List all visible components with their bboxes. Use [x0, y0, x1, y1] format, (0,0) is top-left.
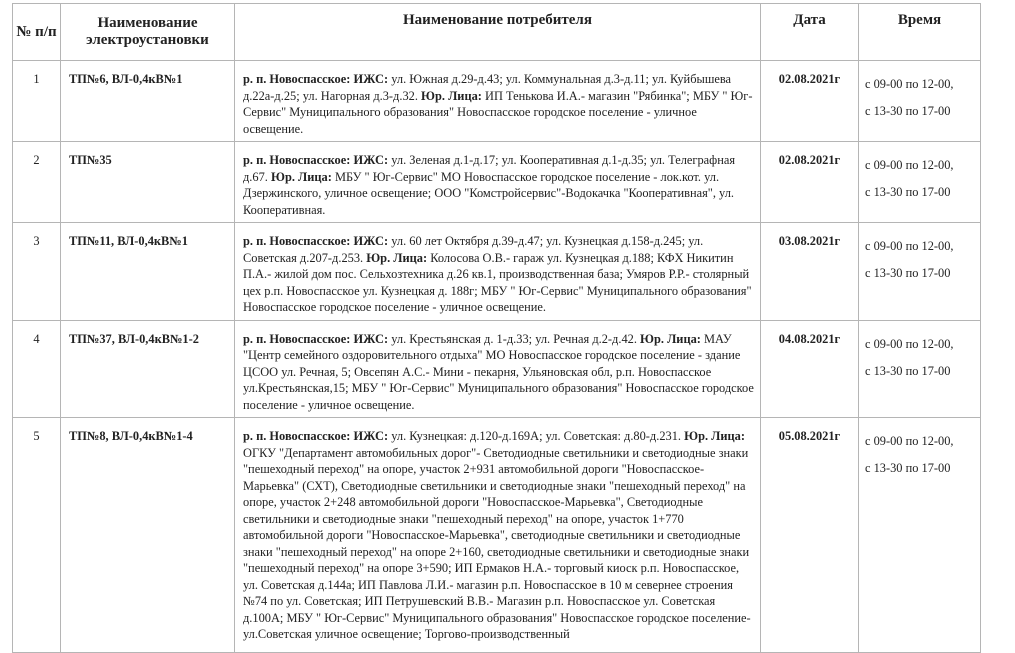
row-number: 3 — [13, 223, 61, 321]
consumer-text: ОГКУ "Департамент автомобильных дорог"- Светодиодные светильники и светодиодные знаки "пешеходный переход" на опоре, участок 2+931 автомобильной дороги "Новоспасское-Марьевка" (СХТ), Светодиодные светильники и светодиодные знаки "пешеходный переход" на опоре, участок 2+248 автомобильной дороги "Новоспасское-Марьевка", Светодиодные светильники и светодиодные знаки "пешеходный переход" на опоре, участок 1+770 автомобильной дороги "Новоспасское-Марьевка", светодиодные светильники и светодиодные знаки "пешеходный переход" на опоре 2+160, светодиодные светильники и светодиодные знаки "пешеходный переход" на опоре 3+590; ИП Ермаков Н.А.- торговый киоск р.п. Новоспасское, ул. Советская д.144а; ИП Павлова Л.И.- магазин р.п. Новоспасское в 10 м севернее строения №74 по ул. Советская; ИП Петрушевский В.В.- Магазин р.п. Новоспасское ул. Советская д.100А; МБУ " Юг-Сервис" Муниципального образования" Новоспасское городское поселение- ул.Советская уличное освещение; Торгово-производственный — [243, 445, 751, 641]
row-installation: ТП№35 — [61, 142, 235, 223]
consumer-text: ул. Кузнецкая: д.120-д.169А; ул. Советская: д.80-д.231. — [388, 429, 685, 443]
consumer-label: р. п. Новоспасское: ИЖС: — [243, 331, 389, 346]
table-row — [13, 142, 981, 223]
outage-schedule-table — [12, 3, 981, 653]
row-consumer — [235, 61, 761, 142]
consumer-label: Юр. Лица: — [421, 88, 482, 103]
header-time: Время — [859, 4, 981, 61]
time-slot: с 09-00 по 12-00, — [865, 434, 954, 448]
time-slot: с 13-30 по 17-00 — [865, 363, 951, 378]
consumer-text: ул. 60 лет Октября д.39-д.47; ул. Кузнецкая д.158-д.245; ул. Советская д.207-д.253. — [243, 234, 704, 265]
row-installation: ТП№6, ВЛ-0,4кВ№1 — [61, 61, 235, 142]
table-row — [13, 61, 981, 142]
consumer-label: Юр. Лица: — [640, 331, 701, 346]
time-slot: с 09-00 по 12-00, — [865, 158, 954, 172]
row-installation: ТП№11, ВЛ-0,4кВ№1 — [61, 223, 235, 321]
consumer-label: Юр. Лица: — [366, 250, 428, 265]
row-time — [859, 61, 981, 142]
row-date: 04.08.2021г — [761, 320, 859, 418]
row-consumer — [235, 320, 761, 418]
row-installation: ТП№8, ВЛ-0,4кВ№1-4 — [61, 418, 235, 653]
consumer-label: р. п. Новоспасское: ИЖС: — [243, 234, 389, 248]
row-number: 4 — [13, 320, 61, 418]
time-slot: с 09-00 по 12-00, — [865, 239, 954, 253]
row-number: 1 — [13, 61, 61, 142]
consumer-text: Колосова О.В.- гараж ул. Кузнецкая д.188; КФХ Никитин П.А.- жилой дом пос. Сельхозтехника д.26 кв.1, производственная база; Умяров Р.Р.- столярный цех р.п. Новоспасское ул. Кузнецкая д. 188г; МБУ " Юг-Сервис" Муниципального образования" Новоспасское городское поселение - уличное освещение. — [243, 250, 752, 314]
table-row — [13, 320, 981, 418]
table-row — [13, 418, 981, 653]
row-consumer — [235, 142, 761, 223]
time-slot: с 09-00 по 12-00, — [865, 336, 954, 351]
consumer-text: ул. Зеленая д.1-д.17; ул. Кооперативная д.1-д.35; ул. Телеграфная д.67. — [243, 153, 736, 184]
row-date: 03.08.2021г — [761, 223, 859, 321]
header-date: Дата — [761, 4, 859, 61]
row-date: 02.08.2021г — [761, 61, 859, 142]
row-time — [859, 223, 981, 321]
consumer-label: Юр. Лица: — [684, 429, 745, 443]
row-number: 2 — [13, 142, 61, 223]
table-header-row — [13, 4, 981, 61]
header-installation: Наименование электроустановки — [61, 4, 235, 61]
row-number: 5 — [13, 418, 61, 653]
consumer-label: Юр. Лица: — [271, 169, 332, 184]
consumer-text: ул. Южная д.29-д.43; ул. Коммунальная д.3-д.11; ул. Куйбышева д.22а-д.25; ул. Нагорная д.3-д.32. — [243, 72, 732, 103]
consumer-text: ул. Крестьянская д. 1-д.33; ул. Речная д.2-д.42. — [388, 331, 641, 346]
row-consumer — [235, 418, 761, 653]
consumer-text: МАУ "Центр семейного оздоровительного отдыха" МО Новоспасское городское поселение - здание ЦСОО ул. Речная, 5; Овсепян А.С.- Мини - пекарня, Ульяновская обл, р.п. Новоспасское ул.Крестьянская,15; МБУ " Юг-Сервис" Муниципального образования" Новоспасское городское поселение - уличное освещение. — [243, 331, 754, 412]
row-installation: ТП№37, ВЛ-0,4кВ№1-2 — [61, 320, 235, 418]
time-slot: с 13-30 по 17-00 — [865, 266, 951, 280]
row-date: 02.08.2021г — [761, 142, 859, 223]
header-num: № п/п — [13, 4, 61, 61]
row-time — [859, 142, 981, 223]
time-slot: с 13-30 по 17-00 — [865, 185, 951, 199]
time-slot: с 09-00 по 12-00, — [865, 77, 954, 91]
row-time — [859, 418, 981, 653]
header-consumer: Наименование потребителя — [235, 4, 761, 61]
table-row — [13, 223, 981, 321]
consumer-label: р. п. Новоспасское: ИЖС: — [243, 153, 389, 167]
consumer-label: р. п. Новоспасское: ИЖС: — [243, 72, 389, 86]
consumer-label: р. п. Новоспасское: ИЖС: — [243, 429, 389, 443]
row-consumer — [235, 223, 761, 321]
consumer-text: ИП Тенькова И.А.- магазин "Рябинка"; МБУ " Юг-Сервис" Муниципального образования" Новоспасское городское поселение - уличное освещение. — [243, 88, 753, 136]
time-slot: с 13-30 по 17-00 — [865, 461, 951, 475]
row-date: 05.08.2021г — [761, 418, 859, 653]
time-slot: с 13-30 по 17-00 — [865, 104, 951, 118]
row-time — [859, 320, 981, 418]
consumer-text: МБУ " Юг-Сервис" МО Новоспасское городское поселение - лок.кот. ул. Дзержинского, уличное освещение; ООО "Комстройсервис"-Водокачка "Кооперативная", ул. Кооперативная. — [243, 169, 734, 217]
